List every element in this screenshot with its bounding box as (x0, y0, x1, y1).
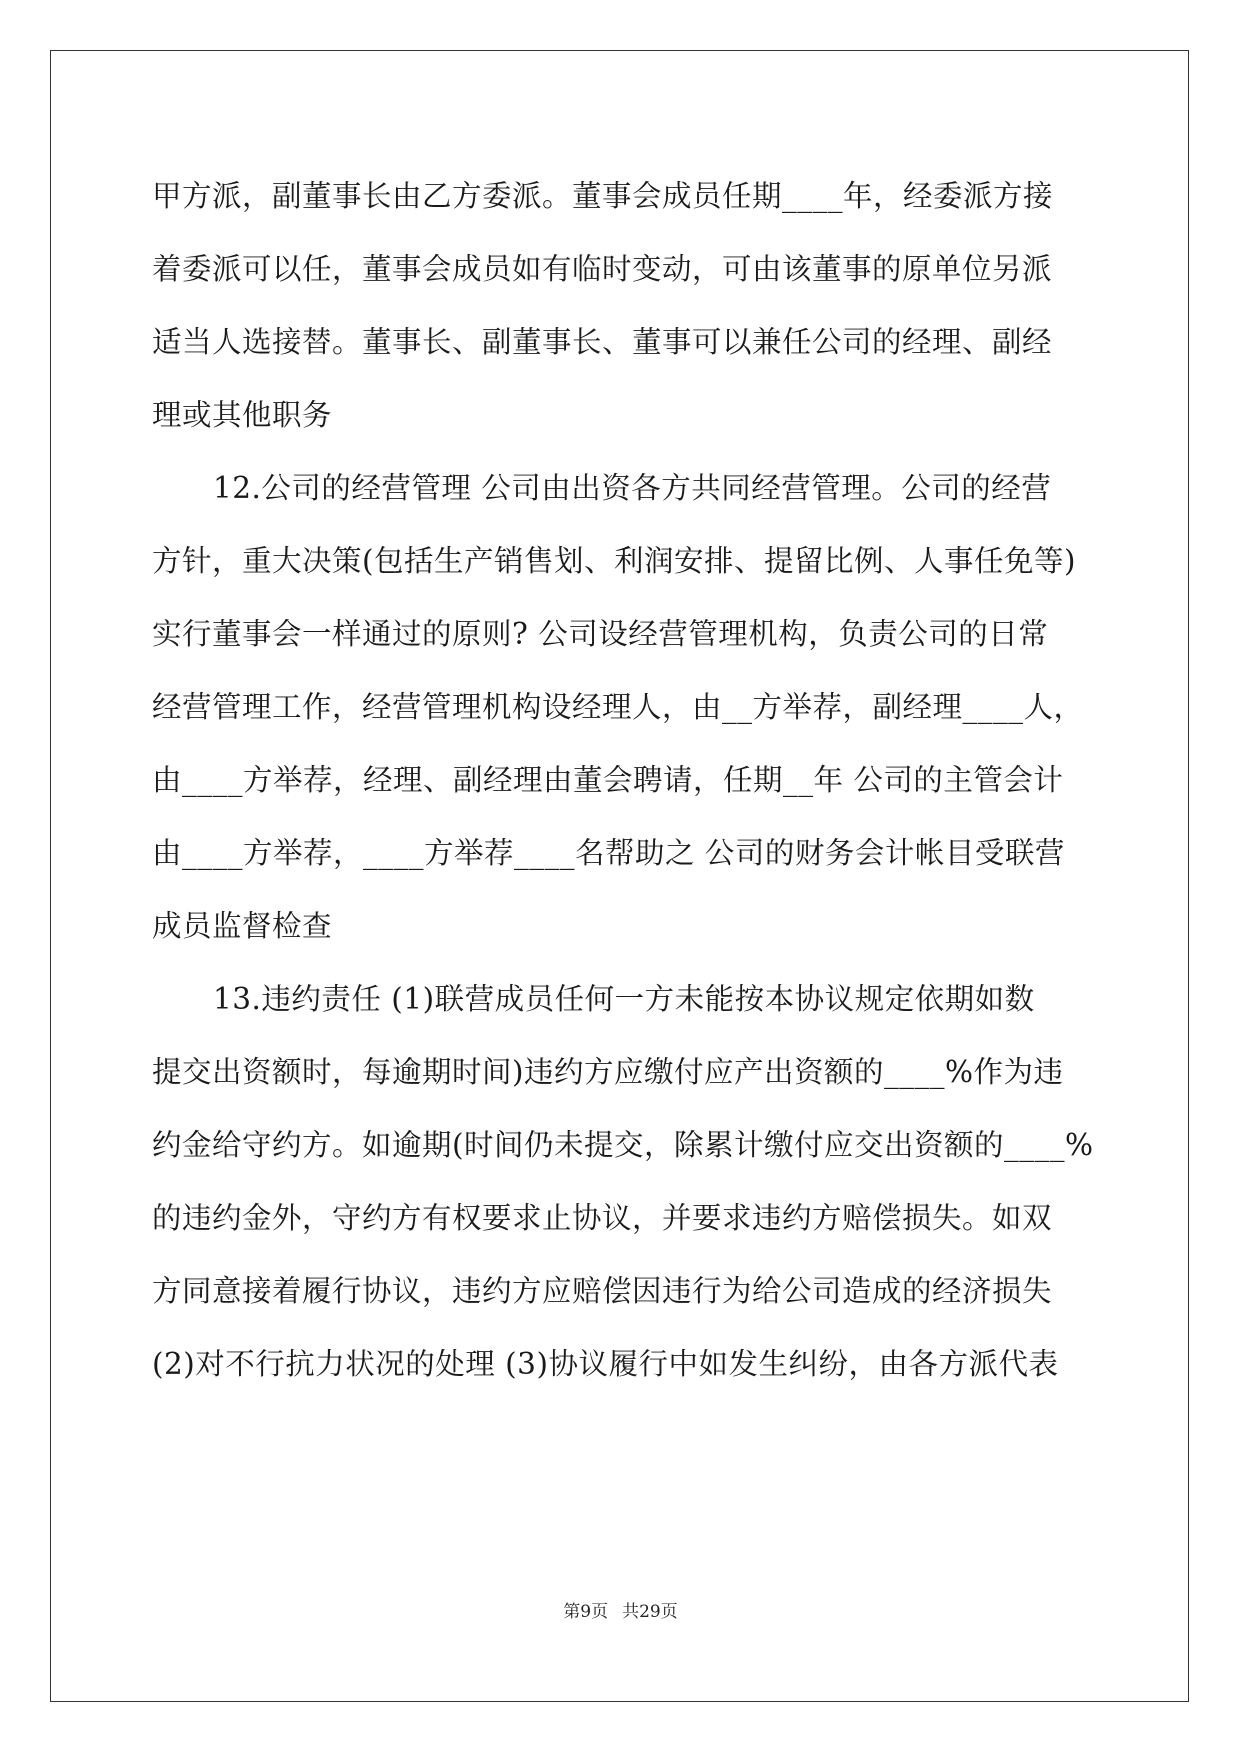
text-line: 的违约金外，守约方有权要求止协议，并要求违约方赔偿损失。如双 (152, 1201, 1053, 1235)
page-number: 第9页 (563, 1602, 609, 1622)
text-line: 约金给守约方。如逾期(时间仍未提交，除累计缴付应交出资额的____% (152, 1128, 1094, 1162)
text-line: 方针，重大决策(包括生产销售划、利润安排、提留比例、人事任免等) (152, 544, 1077, 578)
document-body (152, 160, 1094, 1401)
text-line: 成员监督检查 (152, 909, 333, 943)
text-line: 方同意接着履行协议，违约方应赔偿因违行为给公司造成的经济损失 (152, 1274, 1053, 1308)
text-line-section-heading: 13.违约责任 (1)联营成员任何一方未能按本协议规定依期如数 (213, 982, 1035, 1016)
text-line: 经营管理工作，经营管理机构设经理人，由__方举荐，副经理____人， (152, 690, 1084, 724)
text-line: 实行董事会一样通过的原则? 公司设经营管理机构，负责公司的日常 (152, 617, 1049, 651)
text-line: (2)对不行抗力状况的处理 (3)协议履行中如发生纠纷，由各方派代表 (152, 1347, 1059, 1381)
page-total: 共29页 (622, 1602, 678, 1622)
text-line: 着委派可以任，董事会成员如有临时变动，可由该董事的原单位另派 (152, 252, 1053, 286)
text-line: 适当人选接替。董事长、副董事长、董事可以兼任公司的经理、副经 (152, 325, 1053, 359)
page-footer (0, 1600, 1241, 1624)
text-line: 甲方派，副董事长由乙方委派。董事会成员任期____年，经委派方接 (152, 179, 1054, 213)
text-line-section-heading: 12.公司的经营管理 公司由出资各方共同经营管理。公司的经营 (213, 471, 1052, 505)
text-line: 由____方举荐，经理、副经理由董会聘请，任期__年 公司的主管会计 (152, 763, 1064, 797)
text-line: 提交出资额时，每逾期时间)违约方应缴付应产出资额的____%作为违 (152, 1055, 1064, 1089)
text-line: 由____方举荐，____方举荐____名帮助之 公司的财务会计帐目受联营 (152, 836, 1065, 870)
text-line: 理或其他职务 (152, 398, 333, 432)
